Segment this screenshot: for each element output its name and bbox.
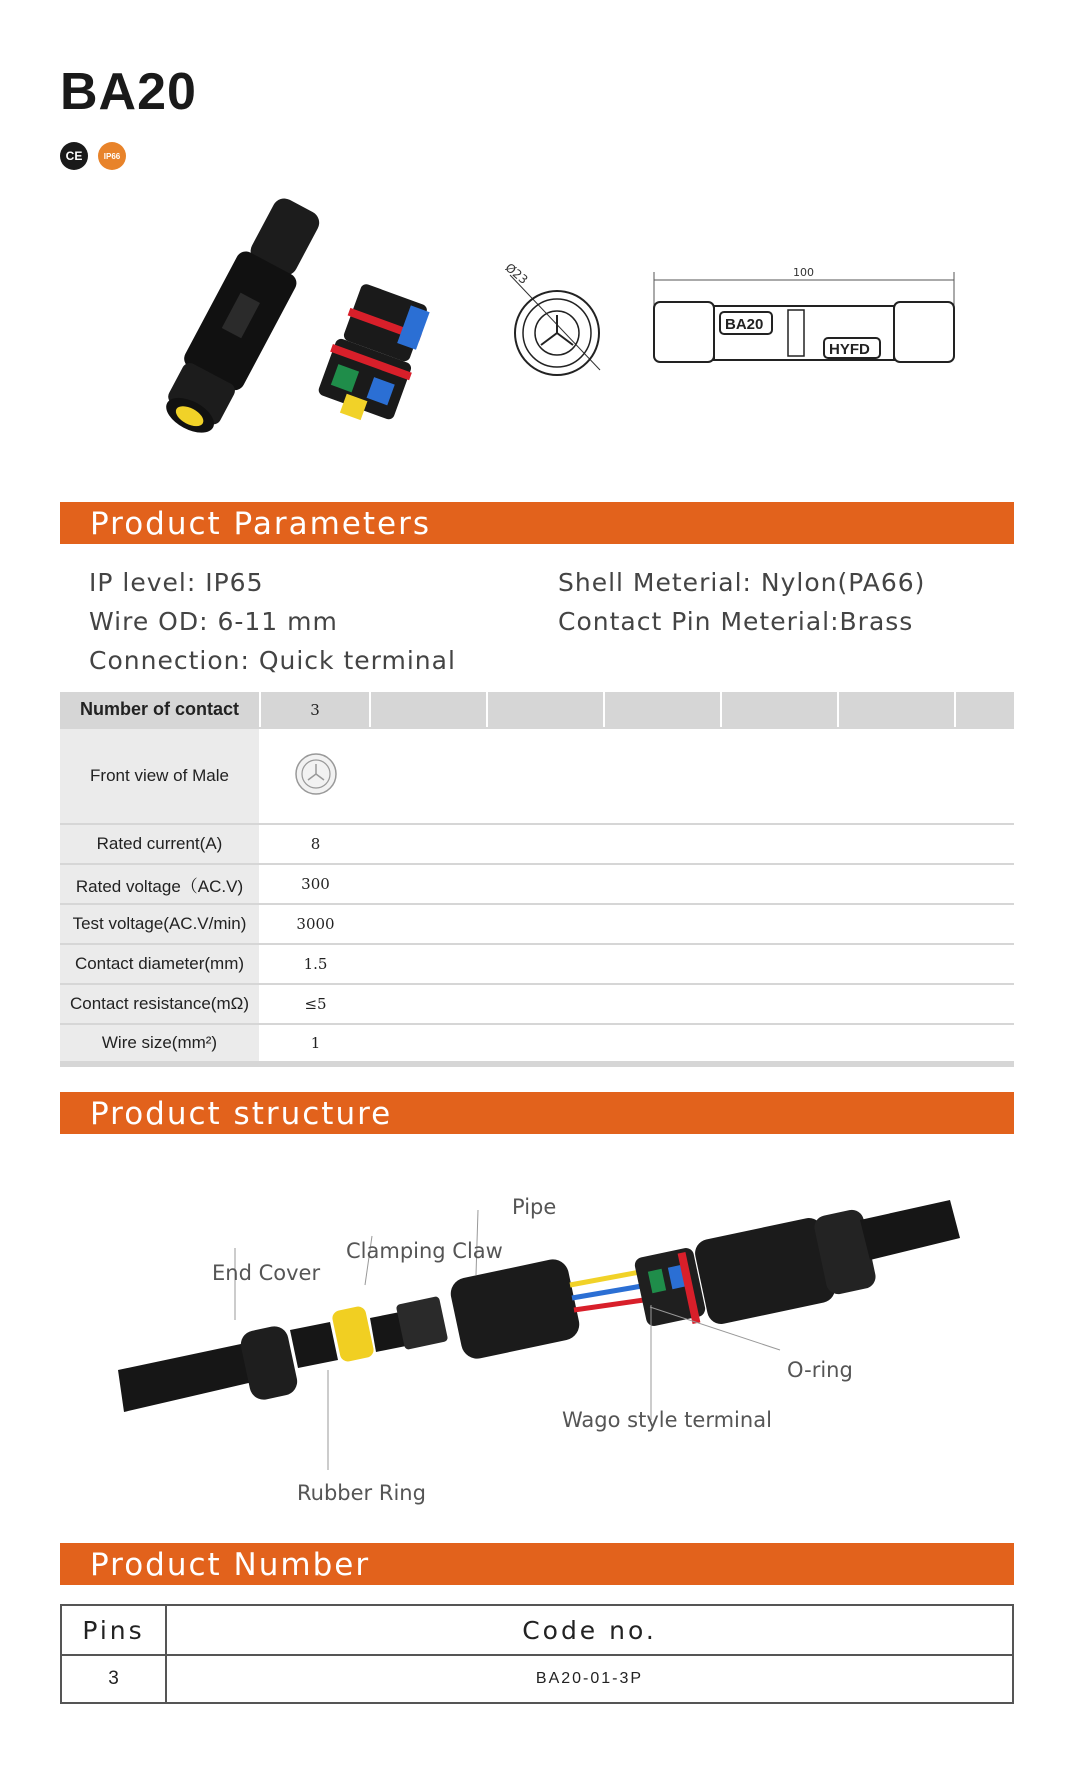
front-view-drawing (495, 255, 615, 385)
drawing-mark-right: HYFD (829, 341, 870, 358)
ip66-certification-icon: IP66 (98, 142, 126, 170)
label-wago-terminal: Wago style terminal (562, 1408, 772, 1432)
table-row (60, 728, 1014, 824)
table-row (61, 1655, 1013, 1703)
section-header-number (60, 1543, 1014, 1585)
section-title: Product Parameters (90, 506, 431, 542)
spec-value: 1 (260, 1024, 370, 1064)
spec-label: Front view of Male (60, 728, 260, 824)
spec-table (60, 692, 1014, 1067)
spec-label: Rated voltage（AC.V) (60, 864, 260, 904)
spec-label: Test voltage(AC.V/min) (60, 904, 260, 944)
param-connection: Connection: Quick terminal (89, 646, 456, 675)
spec-value (260, 728, 370, 824)
param-shell-material: Shell Meterial: Nylon(PA66) (558, 568, 926, 597)
section-title: Product structure (90, 1096, 393, 1132)
product-number-table (60, 1604, 1014, 1704)
spec-label: Contact diameter(mm) (60, 944, 260, 984)
spec-label: Rated current(A) (60, 824, 260, 864)
section-header-parameters (60, 502, 1014, 544)
table-row (60, 984, 1014, 1024)
structure-exploded-view (110, 1190, 970, 1470)
spec-label: Contact resistance(mΩ) (60, 984, 260, 1024)
drawing-mark-left: BA20 (725, 316, 764, 333)
label-clamping-claw: Clamping Claw (346, 1239, 503, 1263)
spec-value: 3000 (260, 904, 370, 944)
spec-label: Wire size(mm²) (60, 1024, 260, 1064)
spec-value: 300 (260, 864, 370, 904)
label-pipe: Pipe (512, 1195, 557, 1219)
label-end-cover: End Cover (212, 1261, 321, 1285)
spec-label: Number of contact (60, 692, 260, 728)
table-row (60, 944, 1014, 984)
product-title: BA20 (60, 63, 197, 121)
param-wire-od: Wire OD: 6-11 mm (89, 607, 338, 636)
male-front-view-icon (293, 751, 339, 797)
table-row (60, 692, 1014, 728)
table-row (60, 904, 1014, 944)
param-ip-level: IP level: IP65 (89, 568, 264, 597)
ce-certification-icon: CE (60, 142, 88, 170)
param-contact-pin-material: Contact Pin Meterial:Brass (558, 607, 914, 636)
section-title: Product Number (90, 1547, 371, 1583)
side-view-drawing (648, 262, 960, 377)
table-row (60, 1024, 1014, 1064)
cell-code: BA20-01-3P (166, 1655, 1013, 1703)
diameter-label: Ø23 (502, 260, 531, 288)
section-header-structure (60, 1092, 1014, 1134)
spec-value: 8 (260, 824, 370, 864)
cell-pins: 3 (61, 1655, 166, 1703)
table-row (60, 864, 1014, 904)
spec-value: 3 (260, 692, 370, 728)
header-code: Code no. (166, 1605, 1013, 1655)
label-rubber-ring: Rubber Ring (297, 1481, 426, 1505)
table-header-row (61, 1605, 1013, 1655)
table-row (60, 824, 1014, 864)
label-o-ring: O-ring (787, 1358, 853, 1382)
spec-value: 1.5 (260, 944, 370, 984)
product-photo-terminal (300, 280, 440, 450)
length-label: 100 (793, 266, 814, 279)
spec-value: ≤5 (260, 984, 370, 1024)
header-pins: Pins (61, 1605, 166, 1655)
